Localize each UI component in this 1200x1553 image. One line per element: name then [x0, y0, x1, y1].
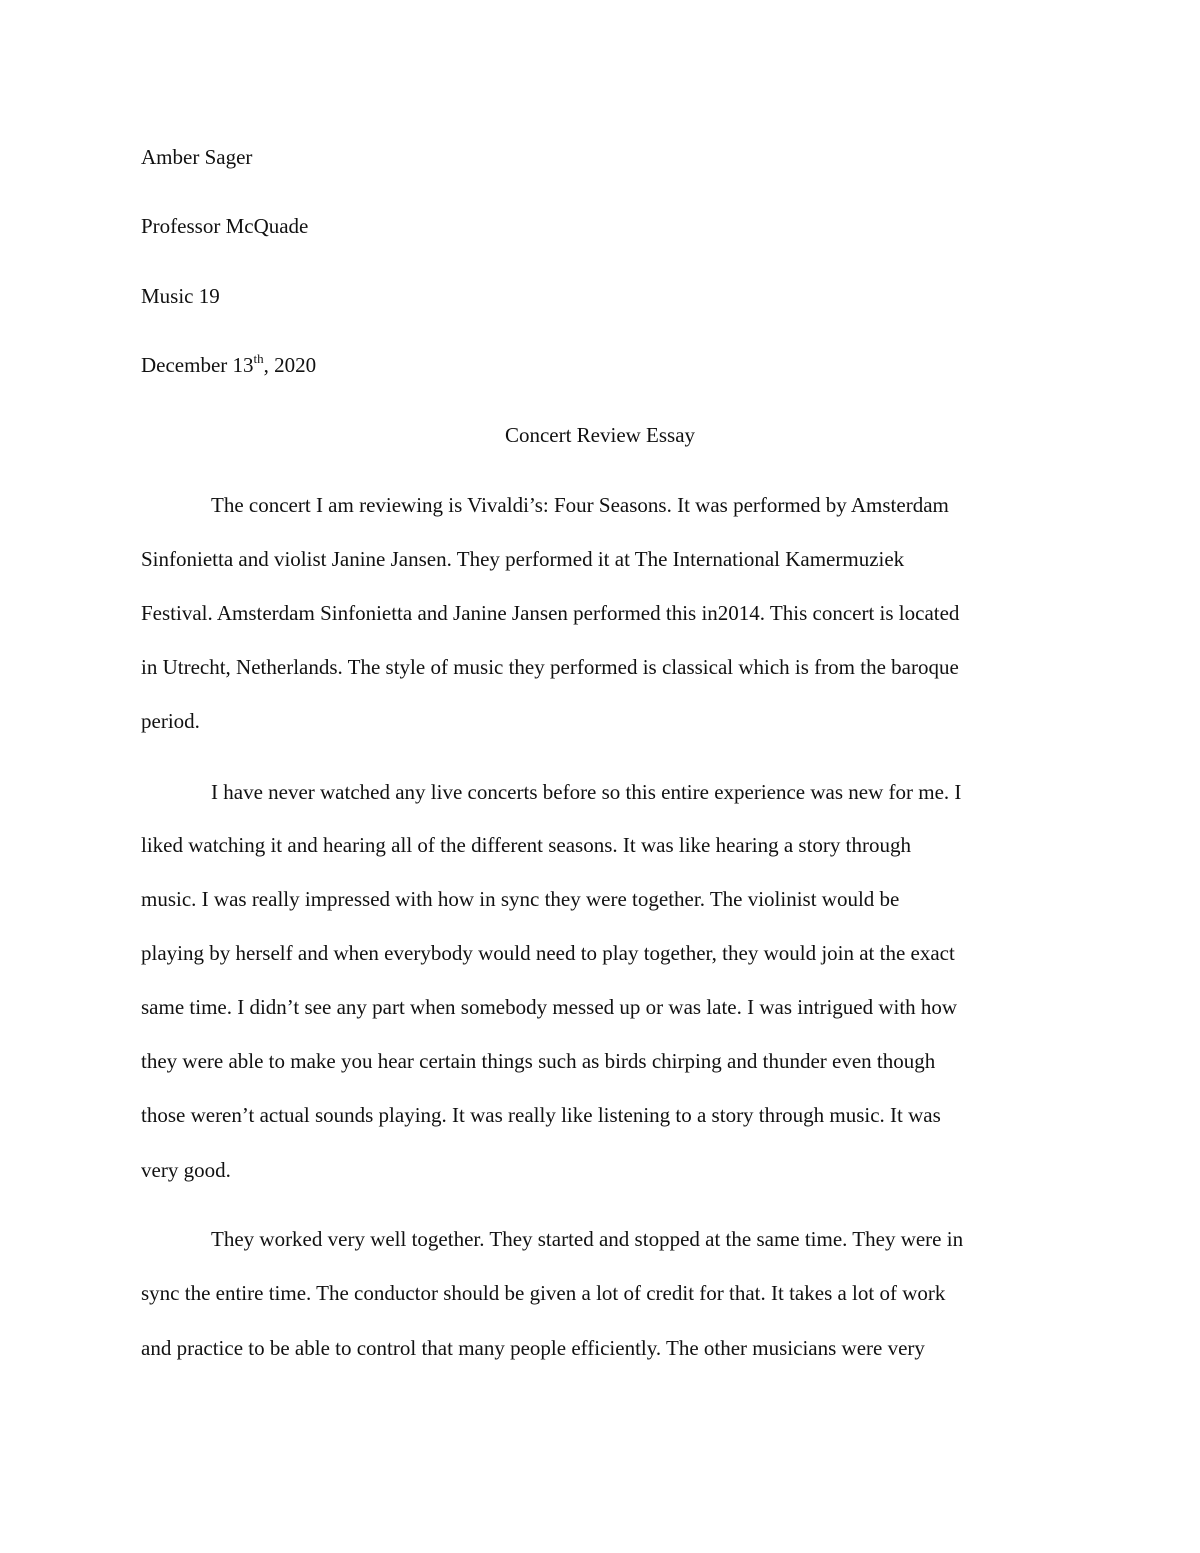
paragraph-line: The concert I am reviewing is Vivaldi’s: Four Seasons. It was performed by Amsterdam — [211, 493, 949, 517]
paragraph-line: liked watching it and hearing all of the different seasons. It was like hearing a story through — [141, 833, 911, 857]
essay-date — [141, 350, 316, 380]
student-name: Amber Sager — [141, 145, 253, 169]
paragraph-line: very good. — [141, 1158, 231, 1182]
essay-title: Concert Review Essay — [504, 423, 696, 447]
paragraph-line: they were able to make you hear certain things such as birds chirping and thunder even though — [141, 1049, 936, 1073]
paragraph-line: period. — [141, 709, 200, 733]
paragraph-line: playing by herself and when everybody would need to play together, they would join at the exact — [141, 941, 955, 965]
date-ordinal: th — [253, 351, 264, 366]
paragraph-line: same time. I didn’t see any part when somebody messed up or was late. I was intrigued with how — [141, 995, 958, 1019]
professor-name: Professor McQuade — [141, 214, 309, 238]
paragraph-line: and practice to be able to control that many people efficiently. The other musicians were very — [141, 1336, 925, 1360]
paragraph-line: I have never watched any live concerts before so this entire experience was new for me. I — [211, 780, 962, 804]
paragraph-line: in Utrecht, Netherlands. The style of music they performed is classical which is from the baroque — [141, 655, 959, 679]
course-name: Music 19 — [141, 284, 220, 308]
paragraph-line: Sinfonietta and violist Janine Jansen. They performed it at The International Kamermuziek — [141, 547, 905, 571]
paragraph-line: They worked very well together. They started and stopped at the same time. They were in — [211, 1227, 964, 1251]
date-main: December 13 — [141, 353, 254, 377]
paragraph-line: Festival. Amsterdam Sinfonietta and Janine Jansen performed this in2014. This concert is located — [141, 601, 960, 625]
paragraph-line: music. I was really impressed with how in sync they were together. The violinist would be — [141, 887, 900, 911]
paragraph-line: sync the entire time. The conductor should be given a lot of credit for that. It takes a lot of work — [141, 1281, 946, 1305]
paragraph-line: those weren’t actual sounds playing. It was really like listening to a story through music. It was — [141, 1103, 941, 1127]
date-year: , 2020 — [263, 353, 317, 377]
